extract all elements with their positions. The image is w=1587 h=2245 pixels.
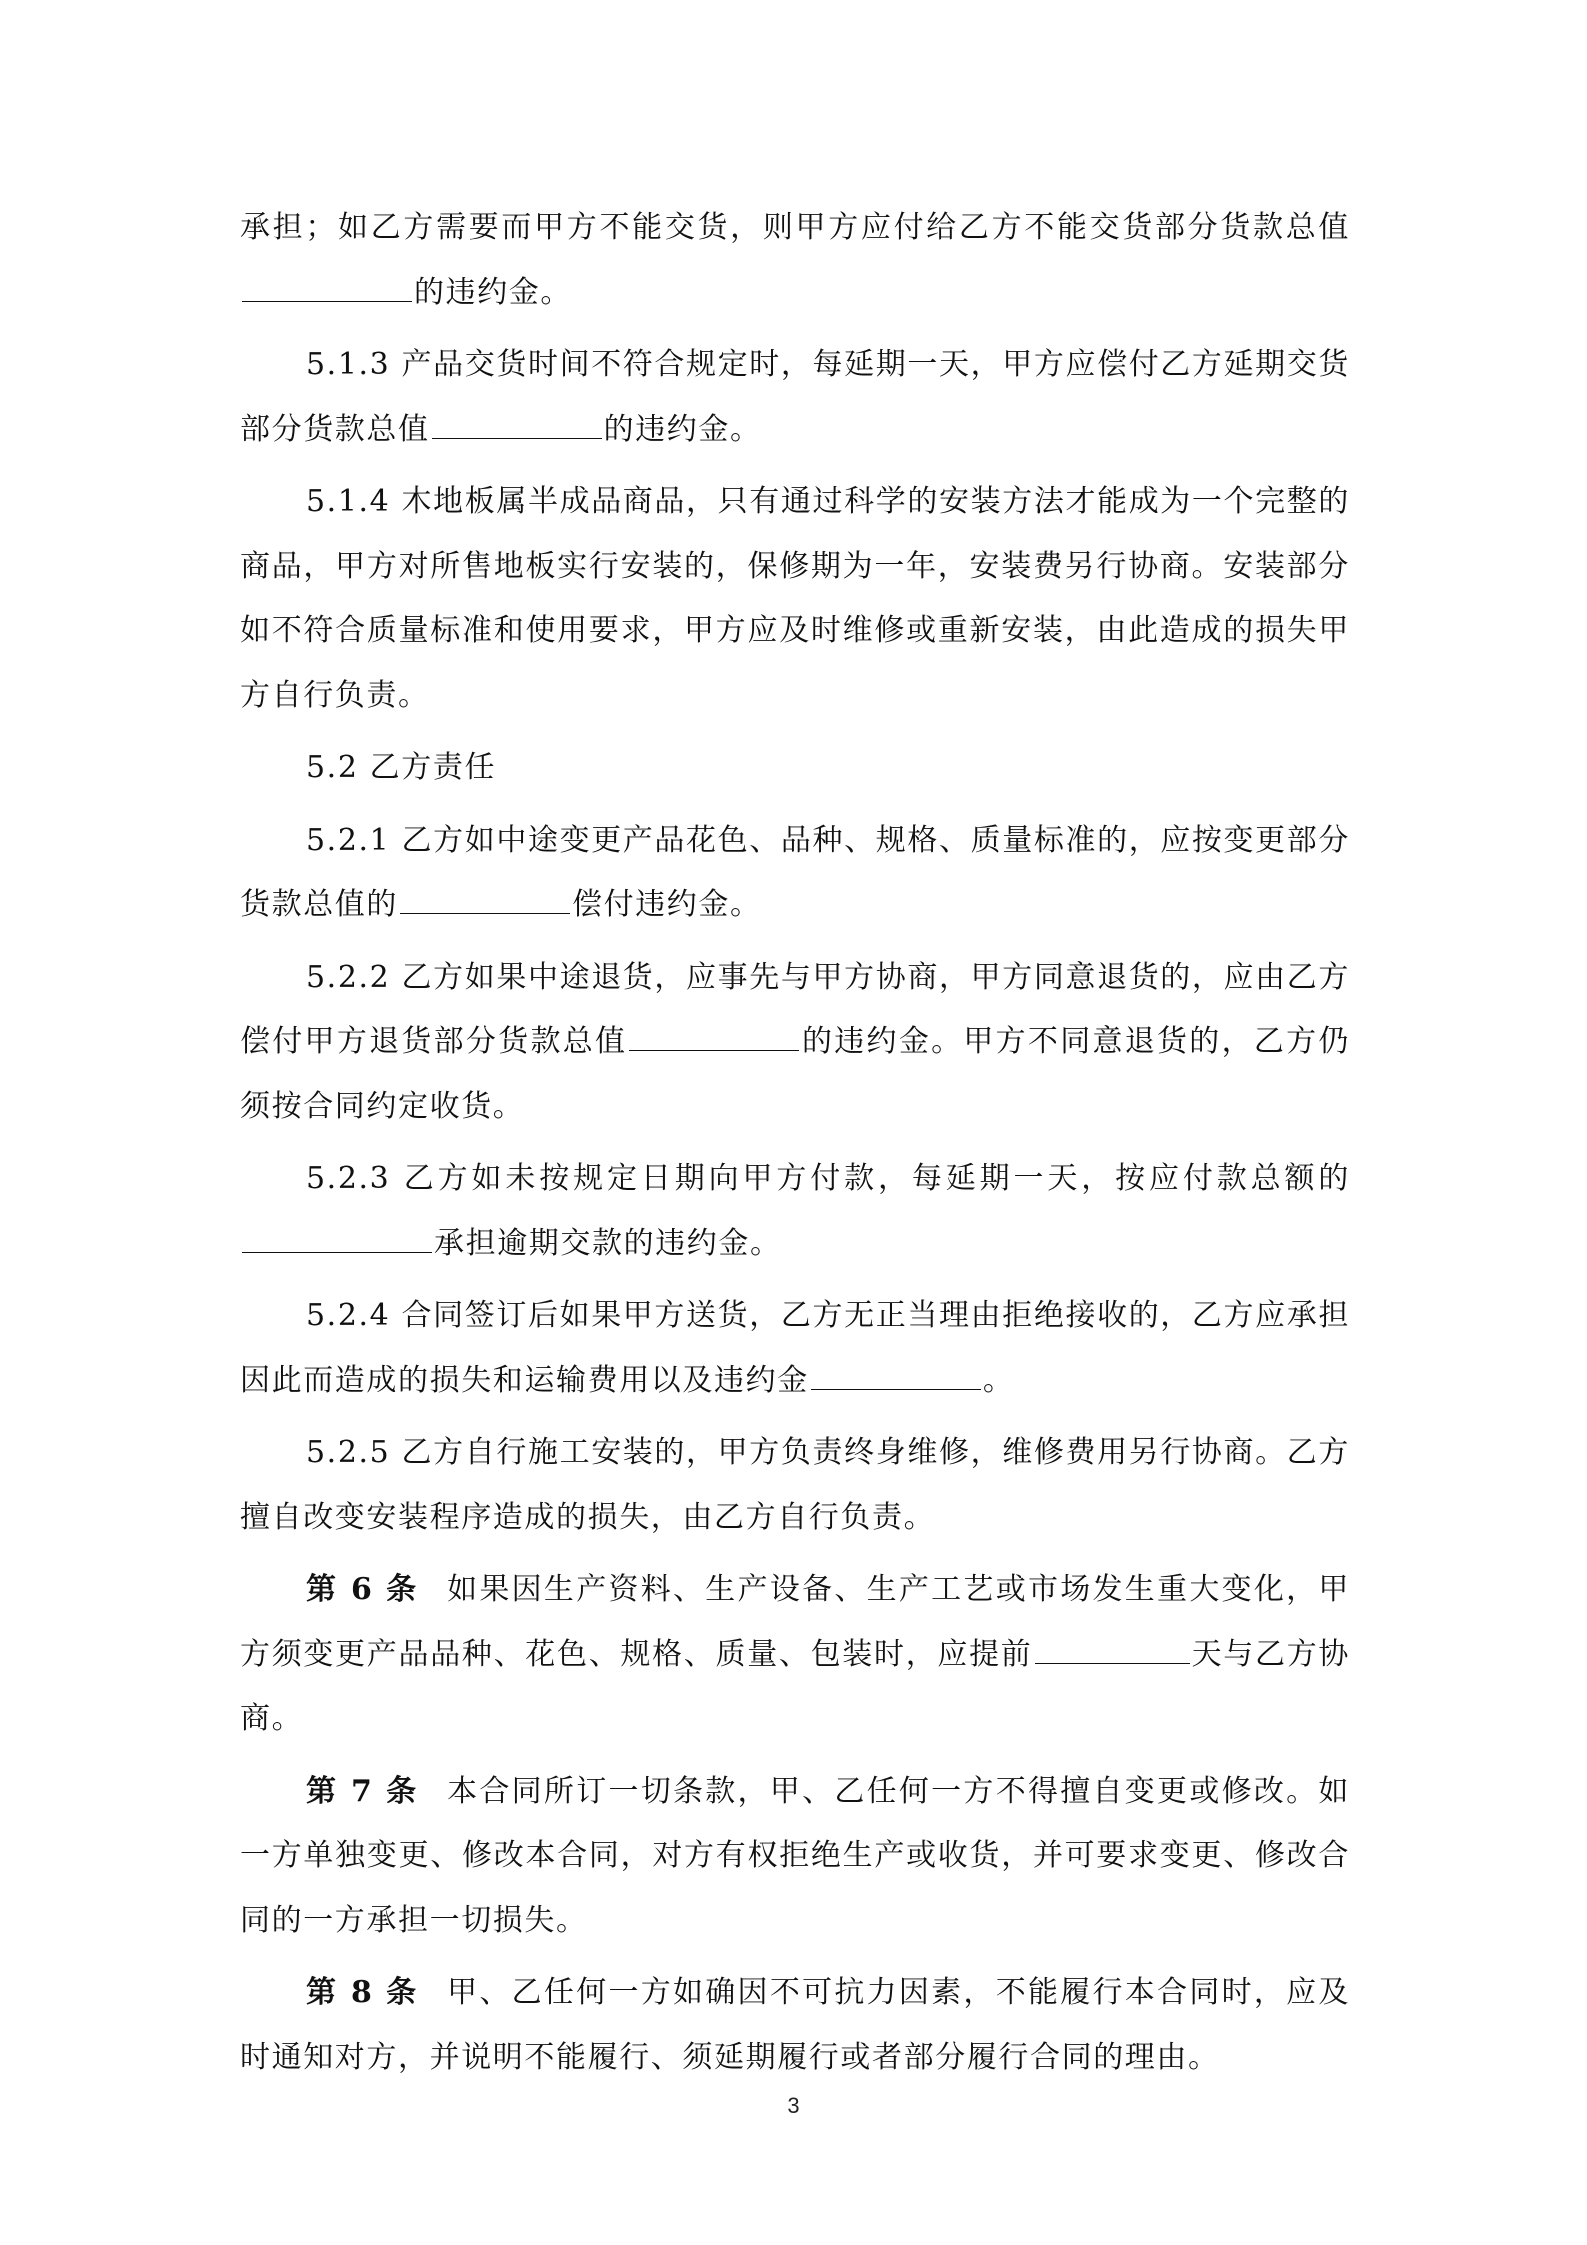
article-number: 第 6 条 <box>306 1572 419 1607</box>
page-number: 3 <box>787 2093 800 2118</box>
paragraph-p-5-1-4 <box>240 470 1350 728</box>
paragraph-text: 的违约金。 <box>603 411 762 447</box>
paragraph-text: 5.2.5 乙方自行施工安装的，甲方负责终身维修，维修费用另行协商。乙方擅自改变安装程序造成的损失，由乙方自行负责。 <box>240 1435 1350 1535</box>
paragraph-text: 。 <box>982 1362 1015 1398</box>
fill-in-blank <box>432 412 602 439</box>
article-number: 第 7 条 <box>306 1773 419 1809</box>
fill-in-blank <box>242 275 412 302</box>
paragraph-text: 5.2.1 乙方如中途变更产品花色、品种、规格、质量标准的，应按变更部分货款总值的 <box>240 822 1350 922</box>
paragraph-text: 承担；如乙方需要而甲方不能交货，则甲方应付给乙方不能交货部分货款总值 <box>240 210 1350 245</box>
paragraph-text: 甲、乙任何一方如确因不可抗力因素，不能履行本合同时，应及时通知对方，并说明不能履行、须延期履行或者部分履行合同的理由。 <box>240 1975 1350 2075</box>
article-number: 第 8 条 <box>306 1975 419 2010</box>
fill-in-blank <box>811 1363 981 1390</box>
paragraph-text: 本合同所订一切条款，甲、乙任何一方不得擅自变更或修改。如一方单独变更、修改本合同，对方有权拒绝生产或收货，并可要求变更、修改合同的一方承担一切损失。 <box>240 1773 1350 1938</box>
paragraph-p-5-2-3 <box>240 1147 1350 1276</box>
paragraph-p-article-6 <box>240 1558 1350 1752</box>
paragraph-p-5-2-2 <box>240 946 1350 1140</box>
paragraph-text: 的违约金。 <box>414 274 572 310</box>
paragraph-text: 5.2.2 乙方如果中途退货，应事先与甲方协商，甲方同意退货的，应由乙方偿付甲方退货部分货款总值 <box>240 959 1350 1059</box>
paragraph-p-5-2 <box>240 736 1350 801</box>
paragraph-text: 5.2.4 合同签订后如果甲方送货，乙方无正当理由拒绝接收的，乙方应承担因此而造成的损失和运输费用以及违约金 <box>240 1298 1350 1398</box>
fill-in-blank <box>242 1226 432 1253</box>
paragraph-text: 偿付违约金。 <box>572 887 762 922</box>
paragraph-p-article-7 <box>240 1760 1350 1954</box>
paragraph-p-5-1-3 <box>240 333 1350 462</box>
paragraph-p-5-2-5 <box>240 1421 1350 1550</box>
paragraph-text: 承担逾期交款的违约金。 <box>434 1225 782 1261</box>
fill-in-blank <box>629 1024 799 1051</box>
paragraph-p-cont-5-1-2 <box>240 196 1350 325</box>
paragraph-text: 天与乙方协商。 <box>240 1636 1351 1736</box>
paragraph-text: 5.1.3 产品交货时间不符合规定时，每延期一天，甲方应偿付乙方延期交货部分货款总值 <box>240 347 1350 447</box>
paragraph-text: 如果因生产资料、生产设备、生产工艺或市场发生重大变化，甲方须变更产品品种、花色、规格、质量、包装时，应提前 <box>240 1572 1350 1672</box>
paragraph-text: 的违约金。甲方不同意退货的，乙方仍须按合同约定收货。 <box>240 1024 1350 1124</box>
paragraph-text: 5.1.4 木地板属半成品商品，只有通过科学的安装方法才能成为一个完整的商品，甲方对所售地板实行安装的，保修期为一年，安装费另行协商。安装部分如不符合质量标准和使用要求，甲方应及时维修或重新安装，由此造成的损失甲方自行负责。 <box>240 484 1350 713</box>
paragraph-text: 5.2.3 乙方如未按规定日期向甲方付款，每延期一天，按应付款总额的 <box>306 1161 1350 1196</box>
paragraph-p-5-2-4 <box>240 1284 1350 1413</box>
paragraph-p-5-2-1 <box>240 809 1350 938</box>
document-body <box>240 196 1350 2098</box>
fill-in-blank <box>1035 1637 1190 1664</box>
paragraph-p-article-8 <box>240 1961 1350 2090</box>
fill-in-blank <box>400 887 570 914</box>
paragraph-text: 5.2 乙方责任 <box>306 750 497 785</box>
